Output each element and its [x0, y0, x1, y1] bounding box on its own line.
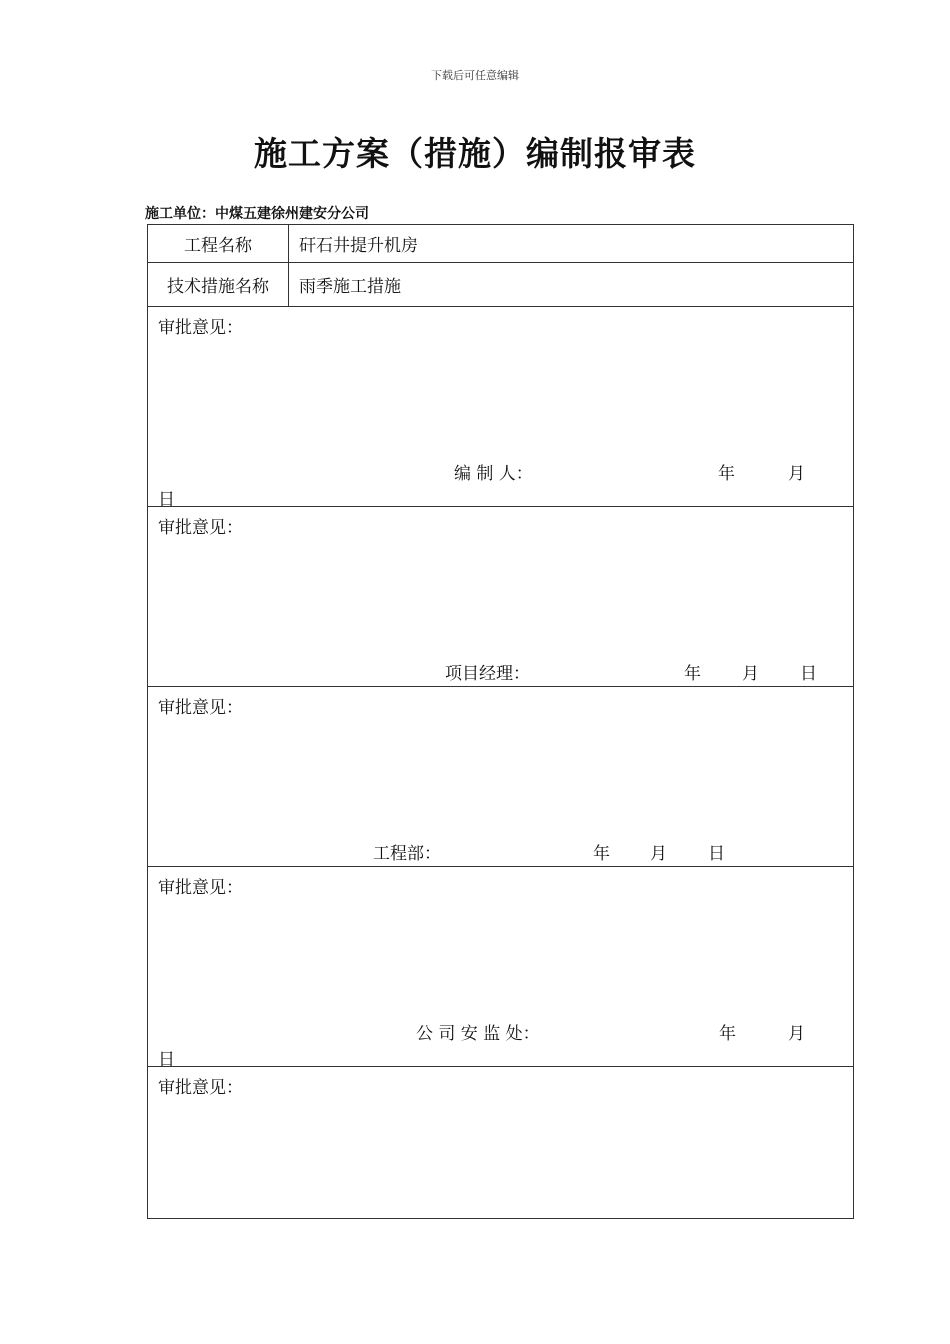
- approval-section-compiler: [148, 307, 853, 510]
- measure-name-row: [148, 263, 853, 307]
- day-label: 日: [158, 490, 175, 510]
- construction-unit-line: 施工单位：中煤五建徐州建安分公司: [145, 206, 369, 222]
- day-label: 日: [800, 664, 817, 684]
- signer-label: 公 司 安 监 处：: [416, 1024, 540, 1044]
- approval-section-final: [148, 1067, 853, 1218]
- signer-label: 编 制 人：: [454, 464, 533, 484]
- measure-name-label: 技术措施名称: [148, 263, 289, 306]
- project-name-row: [148, 225, 853, 263]
- year-label: 年: [718, 464, 735, 484]
- approval-opinion-label: 审批意见：: [158, 518, 243, 538]
- approval-form-table: [147, 224, 854, 1219]
- day-label: 日: [158, 1050, 175, 1070]
- month-label: 月: [650, 844, 667, 864]
- document-title: 施工方案（措施）编制报审表: [254, 134, 696, 173]
- project-name-label: 工程名称: [148, 225, 289, 262]
- signer-label: 项目经理：: [445, 664, 530, 684]
- approval-opinion-label: 审批意见：: [158, 1078, 243, 1098]
- approval-section-safety-office: [148, 867, 853, 1070]
- approval-section-engineering-dept: [148, 687, 853, 867]
- day-label: 日: [708, 844, 725, 864]
- approval-opinion-label: 审批意见：: [158, 878, 243, 898]
- download-note: 下载后可任意编辑: [431, 69, 519, 82]
- project-name-value: 矸石井提升机房: [299, 236, 418, 256]
- approval-opinion-label: 审批意见：: [158, 318, 243, 338]
- month-label: 月: [788, 1024, 805, 1044]
- measure-name-value: 雨季施工措施: [299, 277, 401, 297]
- approval-opinion-label: 审批意见：: [158, 698, 243, 718]
- year-label: 年: [719, 1024, 736, 1044]
- approval-section-project-manager: [148, 507, 853, 687]
- month-label: 月: [742, 664, 759, 684]
- signer-label: 工程部：: [373, 844, 441, 864]
- month-label: 月: [788, 464, 805, 484]
- year-label: 年: [684, 664, 701, 684]
- year-label: 年: [593, 844, 610, 864]
